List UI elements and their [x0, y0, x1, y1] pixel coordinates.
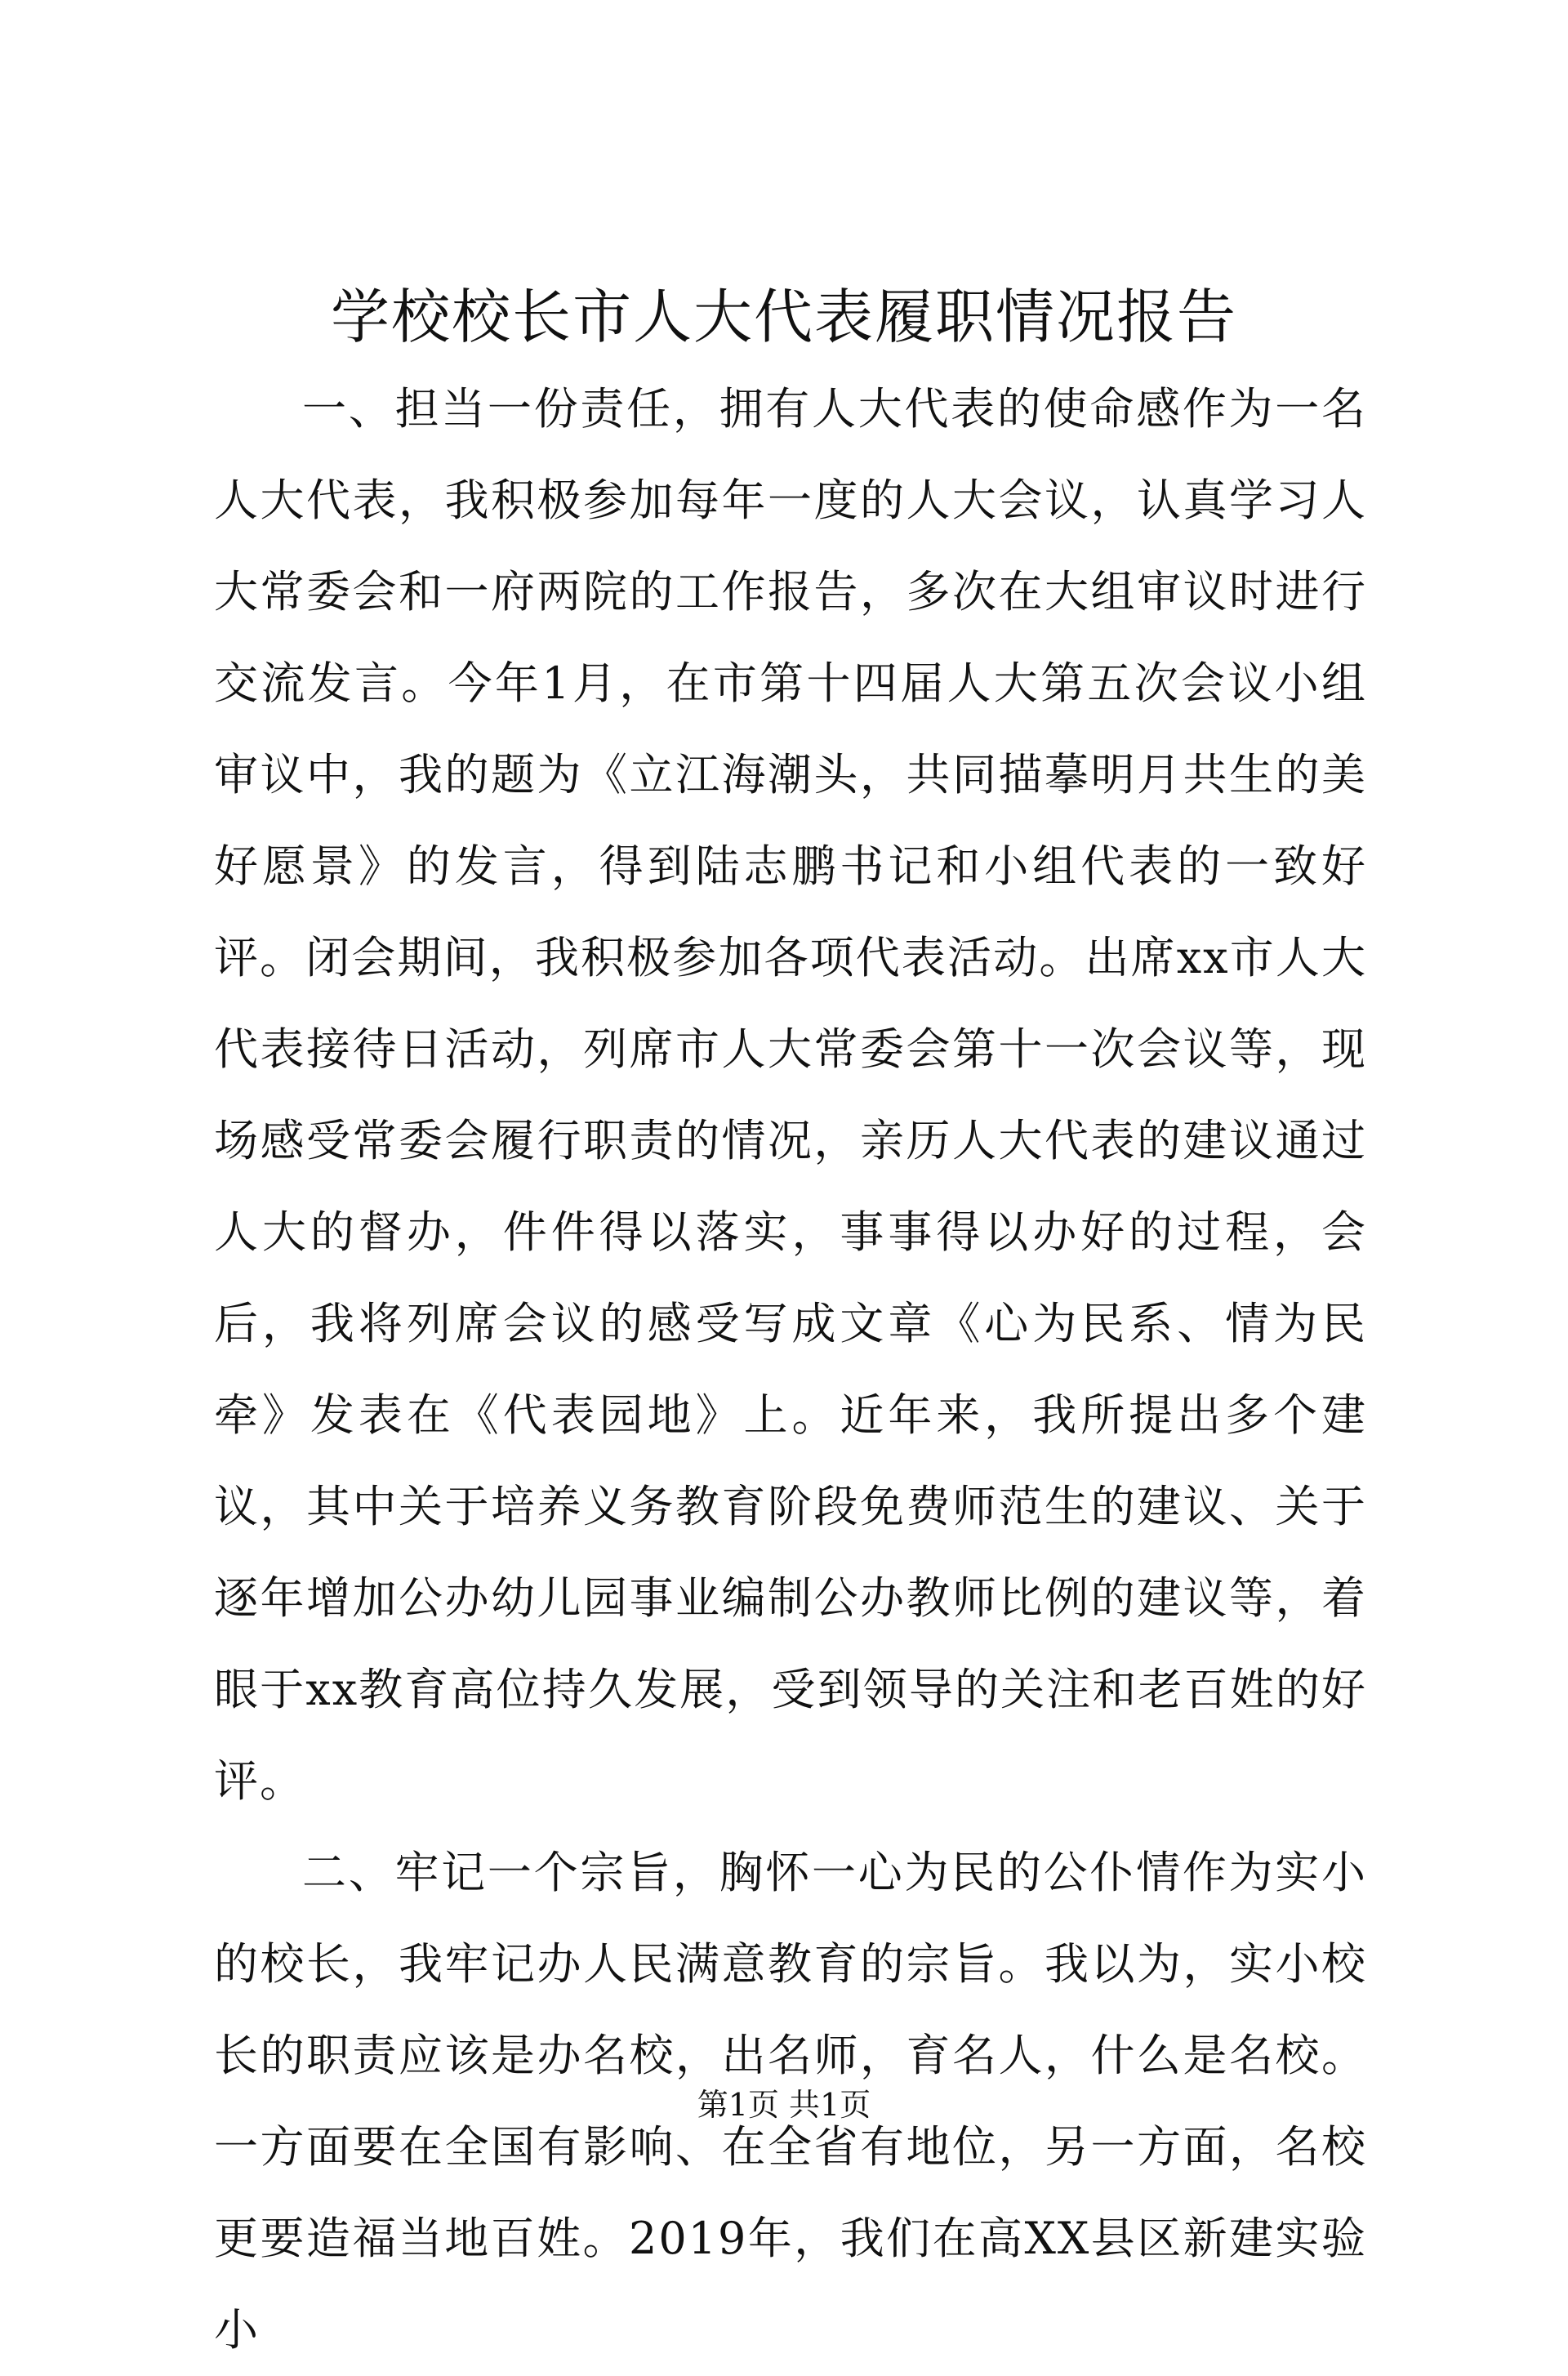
paragraph-2: 二、牢记一个宗旨，胸怀一心为民的公仆情作为实小的校长，我牢记办人民满意教育的宗旨。我以为，实小校长的职责应该是办名校，出名师，育名人，什么是名校。一方面要在全国有影响、在全省有地位，另一方面，名校更要造福当地百姓。2019年，我们在高XX县区新建实验小 [214, 1847, 1367, 2356]
paragraph-1: 一、担当一份责任，拥有人大代表的使命感作为一名人大代表，我积极参加每年一度的人大会议，认真学习人大常委会和一府两院的工作报告，多次在大组审议时进行交流发言。今年1月，在市第十四届人大第五次会议小组审议中，我的题为《立江海潮头，共同描摹明月共生的美好愿景》的发言，得到陆志鹏书记和小组代表的一致好评。闭会期间，我积极参加各项代表活动。出席xx市人大代表接待日活动，列席市人大常委会第十一次会议等，现场感受常委会履行职责的情况，亲历人大代表的建议通过人大的督办，件件得以落实，事事得以办好的过程，会后，我将列席会议的感受写成文章《心为民系、情为民牵》发表在《代表园地》上。近年来，我所提出多个建议，其中关于培养义务教育阶段免费师范生的建议、关于逐年增加公办幼儿园事业编制公办教师比例的建议等，着眼于xx教育高位持久发展，受到领导的关注和老百姓的好评。 [214, 383, 1367, 1807]
document-body [214, 363, 1367, 2376]
page-number: 第1页 共1页 [697, 2087, 871, 2123]
document-title: 学校校长市人大代表履职情况报告 [330, 283, 1237, 351]
page-footer [0, 2084, 1568, 2125]
